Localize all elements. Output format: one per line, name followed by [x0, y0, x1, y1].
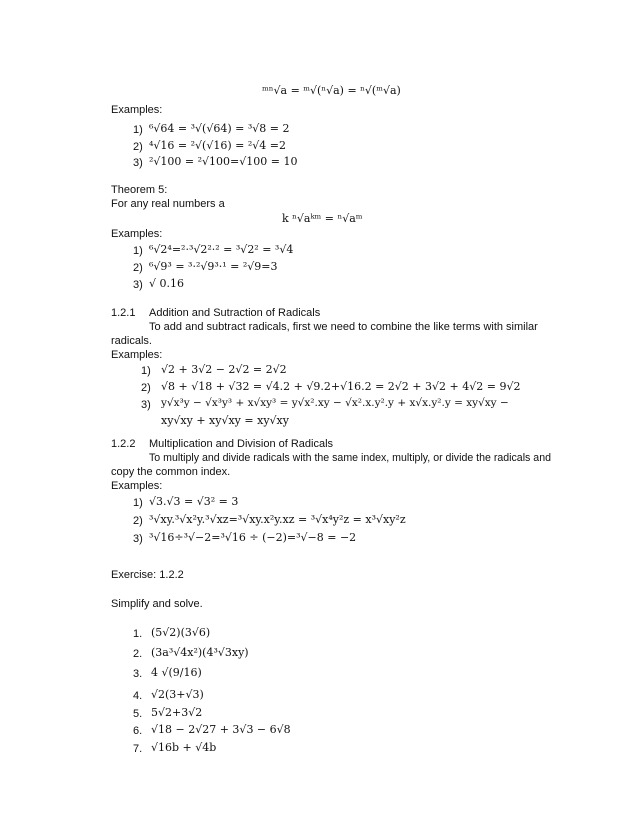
section-number: 1.2.1	[111, 307, 136, 319]
exercise-expression: (5√2)(3√6)	[151, 626, 211, 639]
example-number: 1)	[141, 365, 151, 377]
example-number: 2)	[133, 262, 143, 274]
exercise-number: 5.	[133, 708, 143, 720]
example-expression: ⁶√2⁴=²·³√2²·² = ³√2² = ³√4	[149, 243, 294, 256]
exercise-number: 6.	[133, 725, 143, 737]
exercise-expression: √16b + √4b	[151, 741, 217, 754]
example-expression: ⁴√16 = ²√(√16) = ²√4 =2	[149, 139, 286, 152]
example-expression: ⁶√9³ = ³·²√9³·¹ = ²√9=3	[149, 260, 278, 273]
paragraph-line: radicals.	[111, 335, 152, 347]
examples-label: Examples:	[111, 349, 163, 361]
example-number: 2)	[141, 382, 151, 394]
example-expression-continued: xy√xy + xy√xy = xy√xy	[161, 414, 289, 427]
exercise-expression: √18 − 2√27 + 3√3 − 6√8	[151, 723, 291, 736]
examples-label-1: Examples:	[111, 104, 163, 116]
example-number: 2)	[133, 515, 143, 527]
examples-label: Examples:	[111, 480, 163, 492]
theorem-text: For any real numbers a	[111, 198, 225, 210]
example-expression: ⁶√64 = ³√(√64) = ³√8 = 2	[149, 122, 290, 135]
example-number: 3)	[133, 533, 143, 545]
section-number: 1.2.2	[111, 438, 136, 450]
exercise-number: 3.	[133, 668, 143, 680]
exercise-expression: √2(3+√3)	[151, 688, 204, 701]
exercise-number: 4.	[133, 690, 143, 702]
exercise-title: Exercise: 1.2.2	[111, 569, 184, 581]
example-expression: y√x³y − √x³y³ + x√xy³ = y√x².xy − √x².x.y².y + x√x.y².y = xy√xy −	[161, 397, 509, 409]
example-number: 1)	[133, 245, 143, 257]
paragraph-line: To multiply and divide radicals with the same index, multiply, or divide the radicals and	[149, 452, 551, 464]
example-expression: √ 0.16	[149, 277, 184, 290]
example-number: 3)	[133, 157, 143, 169]
exercise-expression: 4 √(9/16)	[151, 666, 202, 679]
example-expression: ²√100 = ²√100=√100 = 10	[149, 155, 298, 168]
exercise-number: 1.	[133, 628, 143, 640]
exercise-expression: (3a³√4x²)(4³√3xy)	[151, 646, 249, 659]
example-number: 2)	[133, 141, 143, 153]
example-expression: √3.√3 = √3² = 3	[149, 495, 239, 508]
paragraph-line: To add and subtract radicals, first we need to combine the like terms with similar	[149, 321, 538, 333]
section-title: Addition and Sutraction of Radicals	[149, 307, 321, 319]
exercise-number: 2.	[133, 648, 143, 660]
exercise-instruction: Simplify and solve.	[111, 598, 203, 610]
section-title: Multiplication and Division of Radicals	[149, 438, 334, 450]
example-number: 1)	[133, 497, 143, 509]
example-number: 1)	[133, 124, 143, 136]
theorem-formula: k ⁿ√aᵏᵐ = ⁿ√aᵐ	[282, 212, 363, 225]
example-number: 3)	[133, 279, 143, 291]
formula-top: ᵐⁿ√a = ᵐ√(ⁿ√a) = ⁿ√(ᵐ√a)	[262, 84, 401, 97]
theorem-title: Theorem 5:	[111, 184, 168, 196]
paragraph-line: copy the common index.	[111, 466, 231, 478]
example-expression: ³√16÷³√−2=³√16 ÷ (−2)=³√−8 = −2	[149, 531, 357, 544]
examples-label-2: Examples:	[111, 228, 163, 240]
example-expression: ³√xy.³√x²y.³√xz=³√xy.x²y.xz = ³√x⁴y²z = x³√xy²z	[149, 513, 406, 526]
example-expression: √2 + 3√2 − 2√2 = 2√2	[161, 363, 287, 376]
exercise-expression: 5√2+3√2	[151, 706, 203, 719]
example-number: 3)	[141, 399, 151, 411]
example-expression: √8 + √18 + √32 = √4.2 + √9.2+√16.2 = 2√2 + 3√2 + 4√2 = 9√2	[161, 380, 521, 393]
exercise-number: 7.	[133, 743, 143, 755]
